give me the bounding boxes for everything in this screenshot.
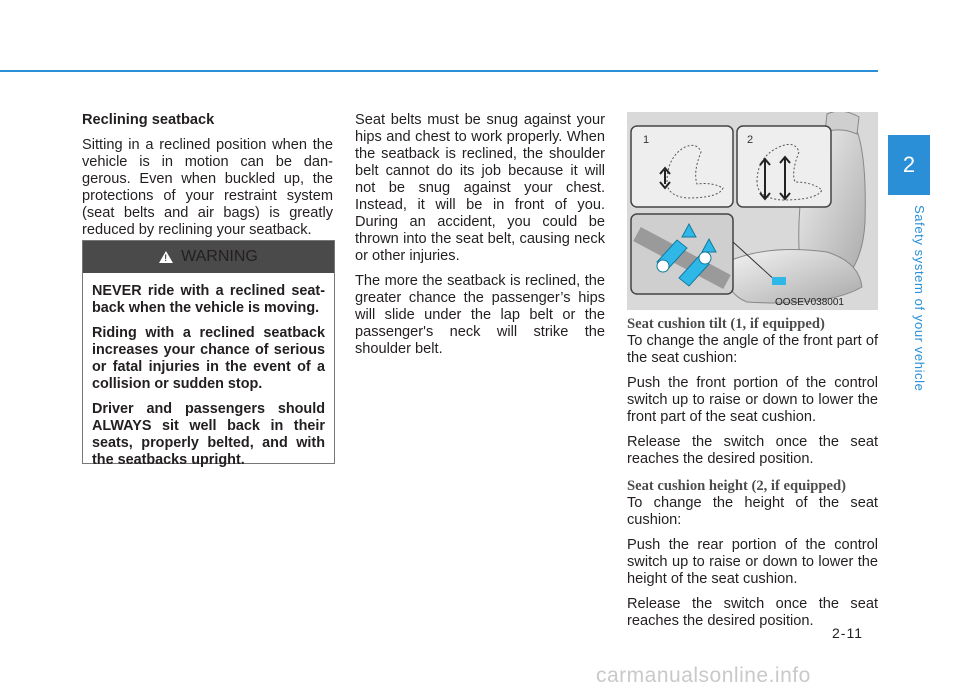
figure-code: OOSEV038001: [775, 297, 844, 308]
height-paragraph: Push the rear portion of the control switch up to raise or down to lower the height of the seat cushion.: [627, 537, 878, 587]
seat-adjustment-figure: [627, 112, 878, 310]
height-paragraph: Release the switch once the seat reaches the desired position.: [627, 596, 878, 629]
tilt-paragraph: Push the front portion of the control switch up to raise or down to lower the front part of the seat cushion.: [627, 375, 878, 425]
warning-header: [83, 241, 334, 273]
warning-paragraph: Riding with a reclined seatback increases your chance of serious or fatal injuries in the event of a collision or sudden stop.: [92, 325, 325, 392]
seatbelt-paragraph: The more the seatback is reclined, the greater chance the passenger’s hips will slide under the lap belt or the passenger's neck will strike the shoulder belt.: [355, 273, 605, 357]
tilt-paragraph: Release the switch once the seat reaches the desired position.: [627, 434, 878, 467]
warning-body: [83, 273, 334, 469]
seatbelt-paragraph: Seat belts must be snug against your hips and chest to work properly. When the seatback is reclined, the shoulder belt cannot do its job because it will not be snug against your chest. Instead, it will be in front of you. During an accident, you could be thrown into the seat belt, causing neck or other injuries.: [355, 112, 605, 264]
reclining-seatback-text: Sitting in a reclined position when the vehicle is in motion can be dan-gerous. Even when buckled up, the protections of your restraint system (seat belts and air bags) is greatly reduced by reclining your seatback.: [82, 137, 333, 238]
chapter-tab: 2: [888, 135, 930, 195]
middle-column: [355, 112, 605, 366]
height-section: [627, 478, 878, 630]
page-number: 2-11: [832, 625, 863, 641]
watermark: carmanualsonline.info: [596, 664, 811, 687]
inset-1-label: 1: [643, 134, 650, 146]
left-column: [82, 112, 333, 247]
warning-title: WARNING: [181, 248, 258, 265]
tilt-section: [627, 316, 878, 468]
chapter-title: Safety system of your vehicle: [912, 205, 927, 392]
warning-paragraph: Driver and passengers should ALWAYS sit well back in their seats, properly belted, and with the seatbacks upright.: [92, 401, 325, 468]
warning-triangle-icon: !: [159, 251, 173, 263]
height-heading: Seat cushion height (2, if equipped): [627, 478, 846, 494]
height-paragraph: To change the height of the seat cushion:: [627, 495, 878, 528]
seat-illustration: [627, 112, 878, 310]
inset-2-label: 2: [747, 134, 754, 146]
tilt-heading: Seat cushion tilt (1, if equipped): [627, 316, 825, 332]
warning-box: [82, 240, 335, 468]
warning-paragraph: NEVER ride with a reclined seat-back when the vehicle is moving.: [92, 283, 325, 316]
header-rule: [0, 70, 878, 72]
reclining-seatback-heading: Reclining seatback: [82, 112, 215, 128]
tilt-paragraph: To change the angle of the front part of the seat cushion:: [627, 333, 878, 366]
chapter-title-vertical: [909, 205, 927, 405]
